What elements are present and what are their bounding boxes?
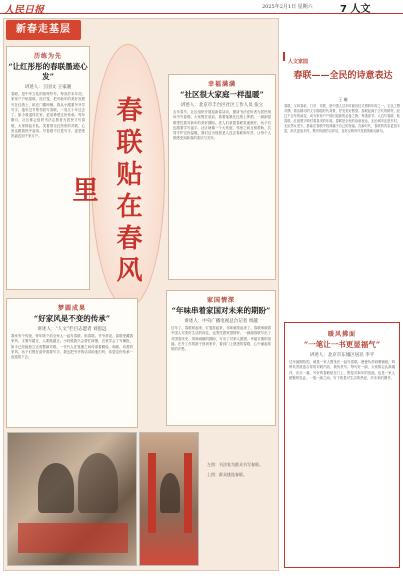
article-3-author: 讲述人：“人文”栏目志愿者 刘思远 (37, 327, 107, 332)
article-3-tag: 梦圆成果 (57, 305, 86, 312)
right-boxed-author: 讲述人：北京市东城区居民 李平 (309, 353, 375, 358)
issue-date: 2025年2月1日 星期六 (262, 4, 313, 10)
article-1-title: “让红彤彤的春联墨迹心发” (8, 62, 88, 81)
article-2-title: “社区很大家庭一样温暖” (180, 90, 264, 99)
article-4 (166, 290, 276, 426)
right-article-title: 春联——全民的诗意表达 (293, 71, 393, 81)
newspaper-logo: 人民日报 (4, 5, 44, 16)
spread-headline: 春联贴在春风里 (68, 96, 142, 288)
article-4-author: 讲述人：中央广播电视总台记者 周越 (184, 319, 258, 324)
article-3 (6, 298, 138, 428)
article-2-body: 去年春节，社区组织开展迎新春活动，邀请书法爱好者为居民现场书写春联。大家围在桌前，看着笔墨在红纸上挥洒，一副副春联寄托着对新年的美好期盼。老人们拿着春联笑逐颜开，孩子们也跟着学写福字。社区就像一个大家庭，邻里之间互相帮助，共同守护这份温暖。我们还为独居老人送去春联和年货，让每个人都感受到新春的喜庆与关怀。 (173, 110, 271, 141)
right-article-body: 春联，又叫春帖、门对、对联，是中国人过年时最具仪式感的年俗之一。它以工整对偶、简洁精巧的文字描绘时代背景，抒发美好愿望。春联起源于古代的桃符，经过千百年的演变，成为家家户户辞旧迎新的必备之物。每逢春节，人们写春联、贴春联，红纸黑字映衬着喜庆的年味。春联是全民的诗意表达，无论城市还是乡村，无论男女老少，都能在春联中找到属于自己的祝福。在新时代，春联的内容更加丰富，形式更加多样，既有传统的吉祥话，也有反映时代发展的新词新句。 (284, 104, 400, 133)
article-4-title: “年味串着家国对未来的期盼” (171, 306, 271, 315)
article-2-author: 讲述人：北京市丰台区社区工作人员 张立 (180, 103, 264, 108)
right-boxed-tag: 暖风拂面 (327, 331, 356, 338)
article-1 (6, 46, 90, 290)
right-boxed-title: “一笔让一书更显福气” (303, 340, 381, 349)
right-boxed-body: 过年最期待的，就是一家人围坐在一起写春联。爸爸负责研墨铺纸，妈妈负责挑选吉祥的对联内容，我负责写。每写好一副，大家都会认真端详，评点一番。写好的春联贴在门上，既是对新年的祝福，也是一家人团聚的见证。一笔一画之间，写下的是对生活的热爱，对未来的期许。 (289, 360, 395, 380)
section-banner (6, 20, 81, 40)
section-banner-label: 新春走基层 (16, 24, 71, 35)
right-section-tag: 人文家园 (288, 59, 309, 65)
photo-couplets (139, 432, 199, 566)
right-boxed-article (284, 322, 400, 568)
article-4-tag: 家国情深 (206, 297, 235, 304)
article-3-body: 我家有个传统，每年除夕前全家人一起写春联、贴春联。爷爷常说，春联里藏着家风，字要写端正，人要做端正。小时候我只会帮忙研墨，后来学会了写横批，如今已经能独立完成整副对联。一代代人在笔墨之间传承着勤俭、和睦、向善的家风。孩子们围在桌旁看我写字，我也把爷爷的话讲给他们听，希望这份传承一直延续下去。 (11, 334, 133, 360)
article-1-body: 春联，是中华文化的独特符号。每到岁末年初，家家户户贴春联、挂灯笼，把对新年的美好祝愿写在红纸上，贴在门楣两侧。我从小跟着爷爷学写字，逢年过节帮邻居写春联，一晃几十年过去了。如今我退休在家，更加珍惜这份传承。每年腊月，社区都会组织书法志愿者为居民义写春联，大家排起长队，笑着领走红彤彤的对联，心里也跟着热乎起来。写春联不仅是写字，更是把祝福送到千家万户。 (11, 92, 85, 139)
photo-calligraphy (7, 432, 137, 566)
article-2 (168, 74, 276, 280)
article-1-author: 讲述人：王国文 王家骏 (24, 85, 72, 90)
right-section-marker (283, 52, 285, 61)
page-number: 7 人文 (340, 4, 371, 15)
photo-caption-block (201, 432, 276, 566)
article-2-tag: 幸福满满 (207, 81, 236, 88)
article-3-title: “好家风是不变的传承” (33, 314, 111, 323)
article-1-tag: 历练为先 (33, 53, 62, 60)
article-4-body: 过年了，春联贴起来，灯笼挂起来，年味就浓起来了。春联承载着中国人对美好生活的向往，也寄托着家国情怀。一副副春联写出了对国泰民安、风调雨顺的期盼，写出了对家人团圆、幸福安康的祝福。在外工作的游子回到家乡，看到门上熟悉的春联，心中涌起浓浓的乡愁。 (171, 326, 271, 352)
right-article-author: 王 曦 (338, 97, 348, 102)
photo-caption-2: 上图：群众挑选春联。 (207, 472, 247, 477)
photo-caption-1: 左图：书法家为群众书写春联。 (207, 462, 263, 467)
